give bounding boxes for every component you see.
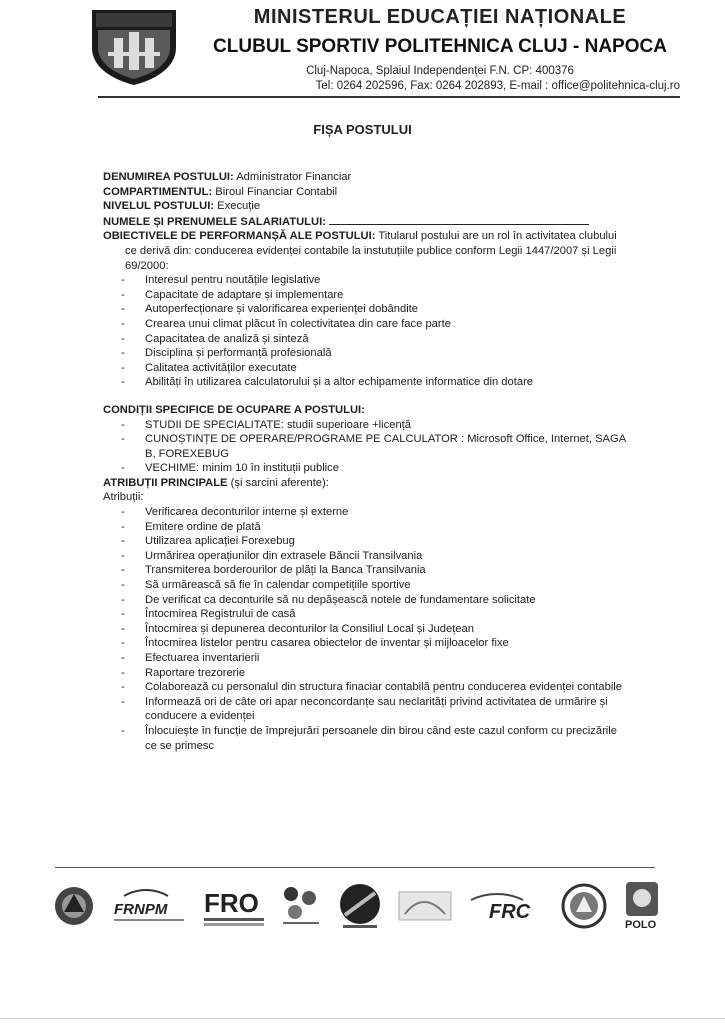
field-label: COMPARTIMENTUL: xyxy=(103,185,213,198)
field-value: Titularul postului are un rol în activitatea clubului xyxy=(375,230,617,243)
fro-logo xyxy=(202,880,266,932)
header-divider xyxy=(98,96,680,98)
field-label: NUMELE ȘI PRENUMELE SALARIATULUI: xyxy=(103,215,326,228)
atributii-heading-row xyxy=(103,476,628,491)
atributii-item: - Raportare trezorerie xyxy=(103,666,628,681)
field-obiective xyxy=(103,229,628,244)
atributii-item: - Întocmirea listelor pentru casarea obiectelor de inventar și mijloacelor fixe xyxy=(103,636,628,651)
conditii-item: - STUDII DE SPECIALITATE: studii superioare +licență xyxy=(103,418,628,433)
frc-logo xyxy=(467,880,547,932)
obiective-continuation: ce derivă din: conducerea evidenței contabile la instutuțiile publice conform Legii 1447/2007 și Legii 69/2000: xyxy=(125,244,617,272)
svg-text:FRO: FRO xyxy=(203,888,259,918)
footer-divider xyxy=(55,867,655,868)
atributii-heading-suffix: (și sarcini aferente): xyxy=(227,476,329,489)
field-nivel xyxy=(103,199,628,214)
frnpm-logo xyxy=(110,880,188,932)
federation-logo-round-badge xyxy=(560,880,608,932)
atributii-item: - Întocmirea și depunerea deconturilor la Consiliul Local și Județean xyxy=(103,622,628,637)
politehnica-logo xyxy=(88,8,180,86)
polo-logo xyxy=(622,880,662,932)
document-title: FIȘA POSTULUI xyxy=(313,122,412,137)
atributii-item: - De verificat ca deconturile să nu depășească notele de fundamentare solicitate xyxy=(103,593,628,608)
atributii-item: - Efectuarea inventarierii xyxy=(103,651,628,666)
obiective-item: - Calitatea activităților executate xyxy=(103,361,628,376)
obiective-item: - Abilități în utilizarea calculatorului și a altor echipamente informatice din dotare xyxy=(103,375,628,390)
svg-text:FRNPM: FRNPM xyxy=(113,901,168,918)
atributii-item: - Utilizarea aplicației Forexebug xyxy=(103,534,628,549)
atributii-item: - Verificarea deconturilor interne și externe xyxy=(103,505,628,520)
page-bottom-edge xyxy=(0,1018,725,1019)
club-address: Cluj-Napoca, Splaiul Independenței F.N. CP: 400376 xyxy=(306,65,574,77)
field-value: Execuție xyxy=(214,200,261,213)
club-contact: Tel: 0264 202596, Fax: 0264 202893, E-mail : office@politehnica-cluj.ro xyxy=(315,80,680,92)
atributii-list xyxy=(103,505,628,753)
atributii-item: - Informează ori de câte ori apar neconcordanțe sau neclarități privind activitatea de urmărire și conducere a evidenței xyxy=(103,695,628,724)
conditii-list xyxy=(103,418,628,476)
name-blank-line xyxy=(329,214,589,225)
club-name: CLUBUL SPORTIV POLITEHNICA CLUJ - NAPOCA xyxy=(213,36,667,57)
federation-logo-circle xyxy=(52,880,96,932)
atributii-item: - Urmărirea operațiunilor din extrasele Băncii Transilvania xyxy=(103,549,628,564)
atributii-item: - Să urmărească să fie în calendar competițiile sportive xyxy=(103,578,628,593)
footer-logos xyxy=(52,878,662,934)
field-nume xyxy=(103,214,628,230)
obiective-item: - Capacitatea de analiză și sinteză xyxy=(103,332,628,347)
atributii-item: - Înlocuiește în funcție de împrejurări persoanele din birou când este cazul conform cu precizările ce se primesc xyxy=(103,724,628,753)
ministry-name: MINISTERUL EDUCAȚIEI NAȚIONALE xyxy=(253,6,627,28)
atributii-item: - Colaborează cu personalul din structura finaciar contabilă pentru conducerea evidenței contabile xyxy=(103,680,628,695)
field-label: OBIECTIVELE DE PERFORMANȘĂ ALE POSTULUI: xyxy=(103,230,376,243)
obiective-item: - Crearea unui climat plăcut în colectivitatea din care face parte xyxy=(103,317,628,332)
obiective-item: - Interesul pentru noutățile legislative xyxy=(103,273,628,288)
frb-logo xyxy=(279,880,323,932)
atributii-item: - Transmiterea borderourilor de plăți la Banca Transilvania xyxy=(103,563,628,578)
document-body xyxy=(103,170,628,753)
field-value: Biroul Financiar Contabil xyxy=(212,185,338,198)
field-value: Administrator Financiar xyxy=(233,171,352,183)
atributii-subheading: Atribuții: xyxy=(103,491,144,504)
federation-logo-light-box xyxy=(397,880,453,932)
field-compartiment xyxy=(103,185,628,200)
field-denumirea xyxy=(103,170,628,185)
obiective-item: - Disciplina și performanță profesională xyxy=(103,346,628,361)
federation-logo-dark-circle xyxy=(337,880,383,932)
atributii-item: - Întocmirea Registrului de casă xyxy=(103,607,628,622)
field-label: NIVELUL POSTULUI: xyxy=(103,200,215,213)
conditii-item: - CUNOȘTINȚE DE OPERARE/PROGRAME PE CALCULATOR : Microsoft Office, Internet, SAGA B, FOREXEBUG xyxy=(103,432,628,461)
obiective-list xyxy=(103,273,628,390)
conditii-item: - VECHIME: minim 10 în instituții publice xyxy=(103,461,628,476)
conditii-heading: CONDIȚII SPECIFICE DE OCUPARE A POSTULUI: xyxy=(103,403,365,416)
obiective-item: - Capacitate de adaptare și implementare xyxy=(103,288,628,303)
svg-text:FRC: FRC xyxy=(488,901,530,923)
field-label: DENUMIREA POSTULUI: xyxy=(103,171,234,183)
atributii-item: - Emitere ordine de plată xyxy=(103,520,628,535)
svg-text:POLO: POLO xyxy=(625,919,657,931)
atributii-heading: ATRIBUȚII PRINCIPALE xyxy=(103,476,228,489)
obiective-item: - Autoperfecționare și valorificarea experienței dobândite xyxy=(103,302,628,317)
